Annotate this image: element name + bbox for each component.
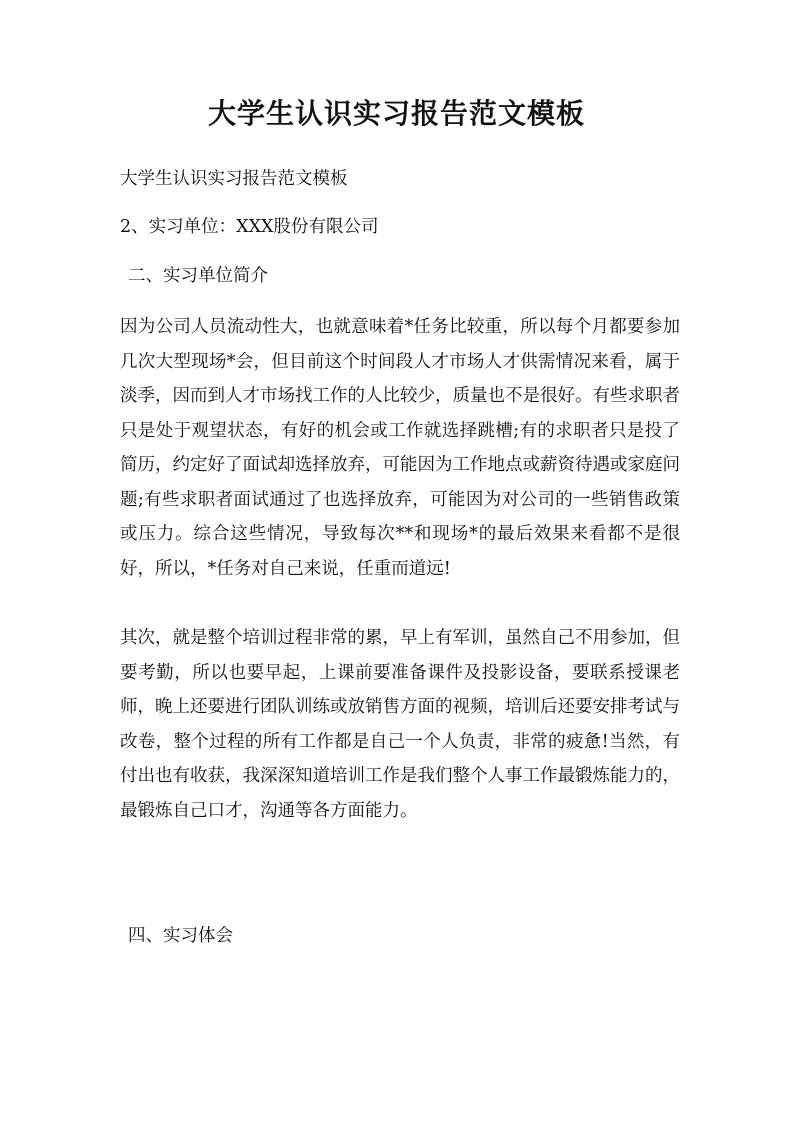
section-heading-experience: 四、实习体会 <box>128 926 233 946</box>
section-heading-unit-intro: 二、实习单位简介 <box>128 266 268 286</box>
internship-unit-line: 2、实习单位：XXX股份有限公司 <box>120 217 379 237</box>
document-subtitle: 大学生认识实习报告范文模板 <box>120 169 348 189</box>
paragraph-training: 其次，就是整个培训过程非常的累，早上有军训，虽然自己不用参加，但要考勤，所以也要早起，上课前要准备课件及投影设备，要联系授课老师，晚上还要进行团队训练或放销售方面的视频，培训后还要安排考试与改卷，整个过程的所有工作都是自己一个人负责，非常的疲惫!当然，有付出也有收获，我深深知道培训工作是我们整个人事工作最锻炼能力的，最锻炼自己口才，沟通等各方面能力。 <box>120 628 680 821</box>
document-title: 大学生认识实习报告范文模板 <box>207 97 585 130</box>
paragraph-unit-intro: 因为公司人员流动性大，也就意味着*任务比较重，所以每个月都要参加几次大型现场*会，但目前这个时间段人才市场人才供需情况来看，属于淡季，因而到人才市场找工作的人比较少，质量也不是很好。有些求职者只是处于观望状态，有好的机会或工作就选择跳槽;有的求职者只是投了简历，约定好了面试却选择放弃，可能因为工作地点或薪资待遇或家庭问题;有些求职者面试通过了也选择放弃，可能因为对公司的一些销售政策或压力。综合这些情况，导致每次**和现场*的最后效果来看都不是很好，所以，*任务对自己来说，任重而道远! <box>120 317 680 579</box>
